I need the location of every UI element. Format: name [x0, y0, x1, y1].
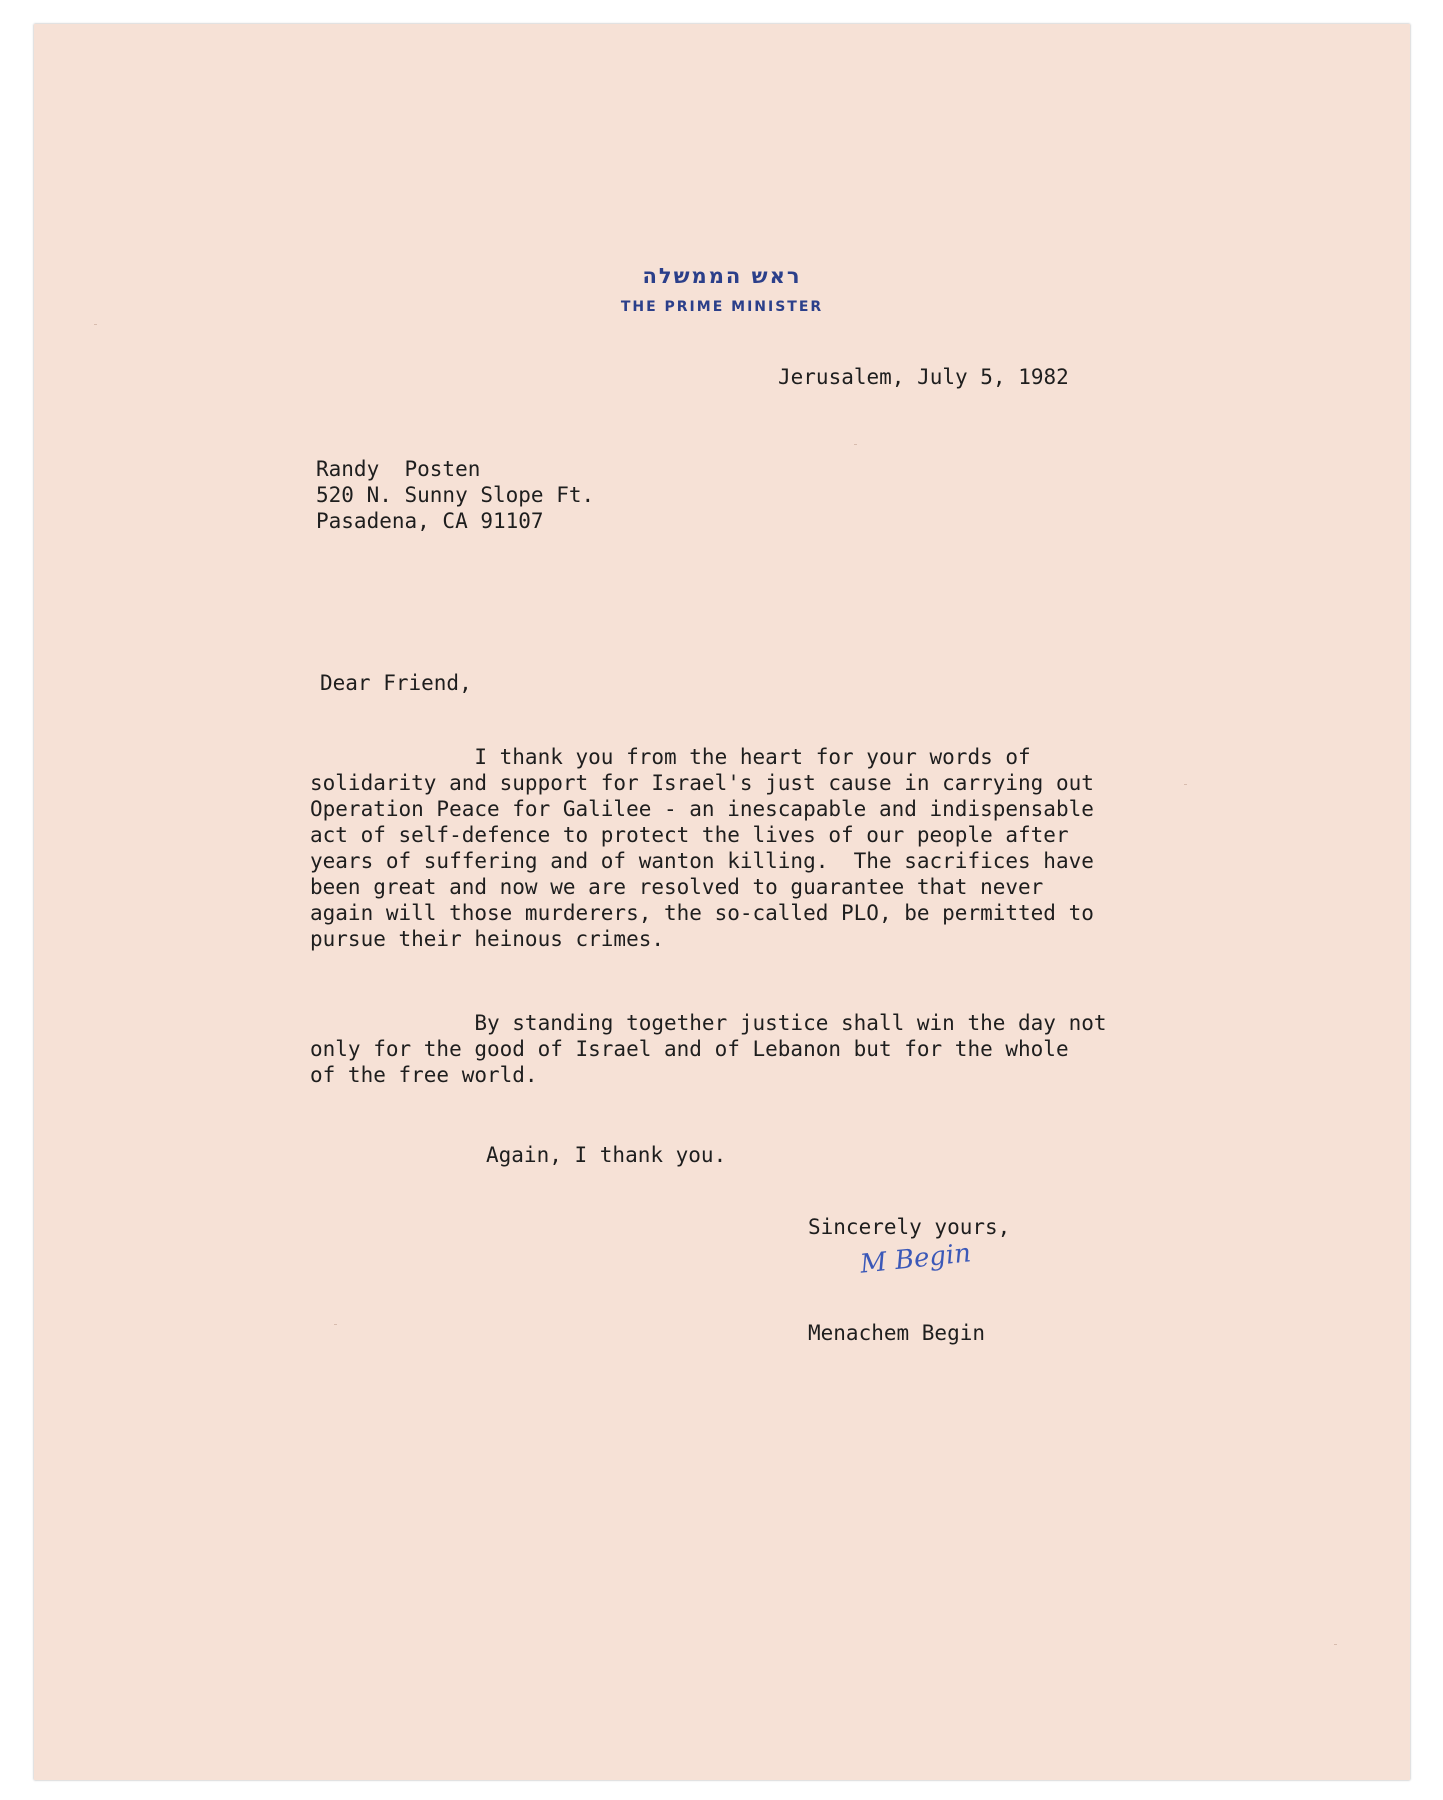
paragraph-line: only for the good of Israel and of Lebanon but for the whole [310, 1037, 1069, 1061]
paragraph-line: I thank you from the heart for your words of [310, 745, 1031, 769]
letter-page [34, 24, 1410, 1780]
closing: Sincerely yours, [808, 1215, 1011, 1239]
letterhead-title: THE PRIME MINISTER [620, 299, 824, 315]
handwritten-signature: M Begin [858, 1238, 973, 1280]
salutation: Dear Friend, [320, 671, 472, 695]
paragraph-line: act of self-defence to protect the lives of our people after [310, 823, 1069, 847]
signer-name: Menachem Begin [808, 1321, 986, 1345]
paper-fleck [854, 444, 857, 445]
thanks-line: Again, I thank you. [486, 1143, 727, 1167]
paragraph-line: pursue their heinous crimes. [310, 927, 665, 951]
paragraph-line: years of suffering and of wanton killing. The sacrifices have [310, 849, 1094, 873]
paper-fleck [1334, 1644, 1337, 1645]
dateline: Jerusalem, July 5, 1982 [778, 365, 1069, 389]
paragraph-line: again will those murderers, the so-called PLO, be permitted to [310, 901, 1094, 925]
paragraph-line: of the free world. [310, 1063, 538, 1087]
paragraph-line: By standing together justice shall win the day not [310, 1011, 1107, 1035]
paragraph-line: solidarity and support for Israel's just cause in carrying out [310, 771, 1094, 795]
recipient-street: 520 N. Sunny Slope Ft. [316, 483, 595, 507]
paragraph-line: Operation Peace for Galilee - an inescapable and indispensable [310, 797, 1094, 821]
paper-fleck [1184, 784, 1187, 785]
letterhead-hebrew: ראש הממשלה [642, 264, 802, 288]
paragraph-line: been great and now we are resolved to guarantee that never [310, 875, 1044, 899]
recipient-name: Randy Posten [316, 457, 481, 481]
paper-fleck [334, 1324, 337, 1325]
recipient-city: Pasadena, CA 91107 [316, 509, 544, 533]
paper-fleck [94, 324, 97, 325]
